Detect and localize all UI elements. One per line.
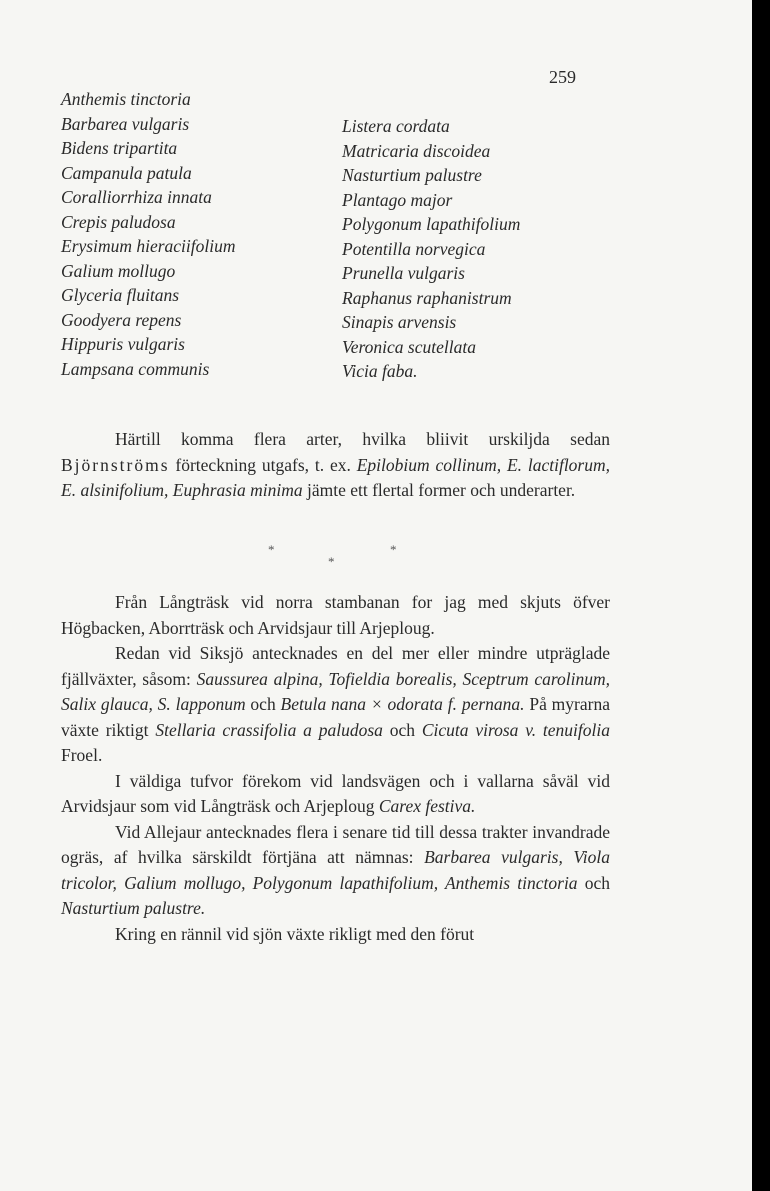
species-names: Stellaria crassifolia a paludosa <box>155 719 383 740</box>
body-text <box>61 590 610 947</box>
species-item: Veronica scutellata <box>342 336 476 357</box>
species-names: Epilobium collinum, E. lactiflorum, E. alsinifolium, Euphrasia minima <box>61 454 611 500</box>
species-item: Nasturtium palustre <box>342 165 482 185</box>
paragraph-tufts: I väldiga tufvor förekom vid landsvägen och i vallarna såväl vid Arvidsjaur som vid Långträsk och Arjeploug Carex festiva. <box>61 770 610 816</box>
species-item: Glyceria fluitans <box>61 285 180 305</box>
species-item: Potentilla norvegica <box>342 238 486 259</box>
paragraph-journey: Från Långträsk vid norra stambanan for jag med skjuts öfver Högbacken, Aborrträsk och Arvidsjaur till Arjeploug. <box>61 592 610 638</box>
species-item: Sinapis arvensis <box>342 312 457 332</box>
species-list-left <box>61 87 236 381</box>
species-item: Bidens tripartita <box>61 138 178 158</box>
paragraph-allejaur: Vid Allejaur antecknades flera i senare tid till dessa trakter invandrade ogräs, af hvilka särskildt förtjäna att nämnas: Barbarea vulgaris, Viola tricolor, Galium mollugo, Polygonum lapathifolium, Anthemis tinctoria och Nasturtium palustre. <box>61 821 610 918</box>
paragraph-siksjo: Redan vid Siksjö antecknades en del mer eller mindre utpräglade fjällväxter, såsom: Saussurea alpina, Tofieldia borealis, Sceptrum carolinum, Salix glauca, S. lapponum och Betula nana × odorata f. pernana. På myrarna växte riktigt Stellaria crassifolia a paludosa och Cicuta virosa v. tenuifolia Froel. <box>61 643 610 765</box>
species-names: Nasturtium palustre. <box>61 898 206 918</box>
paragraph-stream: Kring en rännil vid sjön växte rikligt med den förut <box>115 923 475 944</box>
species-item: Goodyera repens <box>61 309 182 330</box>
species-item: Erysimum hieraciifolium <box>61 236 236 256</box>
separator-star: * <box>390 542 397 557</box>
species-item: Vicia faba. <box>342 361 418 381</box>
species-item: Galium mollugo <box>61 260 176 281</box>
species-item: Lampsana communis <box>61 358 210 379</box>
page-number: 259 <box>549 67 576 87</box>
separator-star: * <box>268 542 275 557</box>
species-item: Polygonum lapathifolium <box>342 214 521 234</box>
species-item: Hippuris vulgaris <box>61 334 185 354</box>
section-separator <box>0 540 752 570</box>
author-name: Björnströms <box>61 454 170 475</box>
species-names: Cicuta virosa v. tenuifolia <box>421 719 610 740</box>
species-item: Raphanus raphanistrum <box>342 287 512 308</box>
species-list-right <box>342 114 520 384</box>
species-names: Carex festiva. <box>378 796 476 816</box>
species-names: Saussurea alpina, Tofieldia borealis, Sceptrum carolinum, Salix glauca, S. lapponum <box>61 668 610 714</box>
species-item: Campanula patula <box>61 162 192 183</box>
species-item: Matricaria discoidea <box>342 140 491 161</box>
species-item: Prunella vulgaris <box>342 263 465 283</box>
species-names: Barbarea vulgaris, Viola tricolor, Galium mollugo, Polygonum lapathifolium, Anthemis tinctoria <box>61 847 610 893</box>
species-item: Plantago major <box>342 189 453 210</box>
separator-star: * <box>328 554 335 569</box>
species-names: Betula nana × odorata f. pernana. <box>280 694 525 714</box>
species-item: Anthemis tinctoria <box>61 89 191 109</box>
species-item: Barbarea vulgaris <box>61 113 190 134</box>
species-item: Listera cordata <box>342 116 450 136</box>
paragraph-additional-species: Härtill komma flera arter, hvilka bliivit urskiljda sedan Björnströms förteckning utgafs, t. ex. Epilobium collinum, E. lactiflorum, E. alsinifolium, Euphrasia minima jämte ett flertal former och underarter. <box>61 429 611 500</box>
species-item: Coralliorrhiza innata <box>61 187 212 207</box>
species-item: Crepis paludosa <box>61 211 176 232</box>
